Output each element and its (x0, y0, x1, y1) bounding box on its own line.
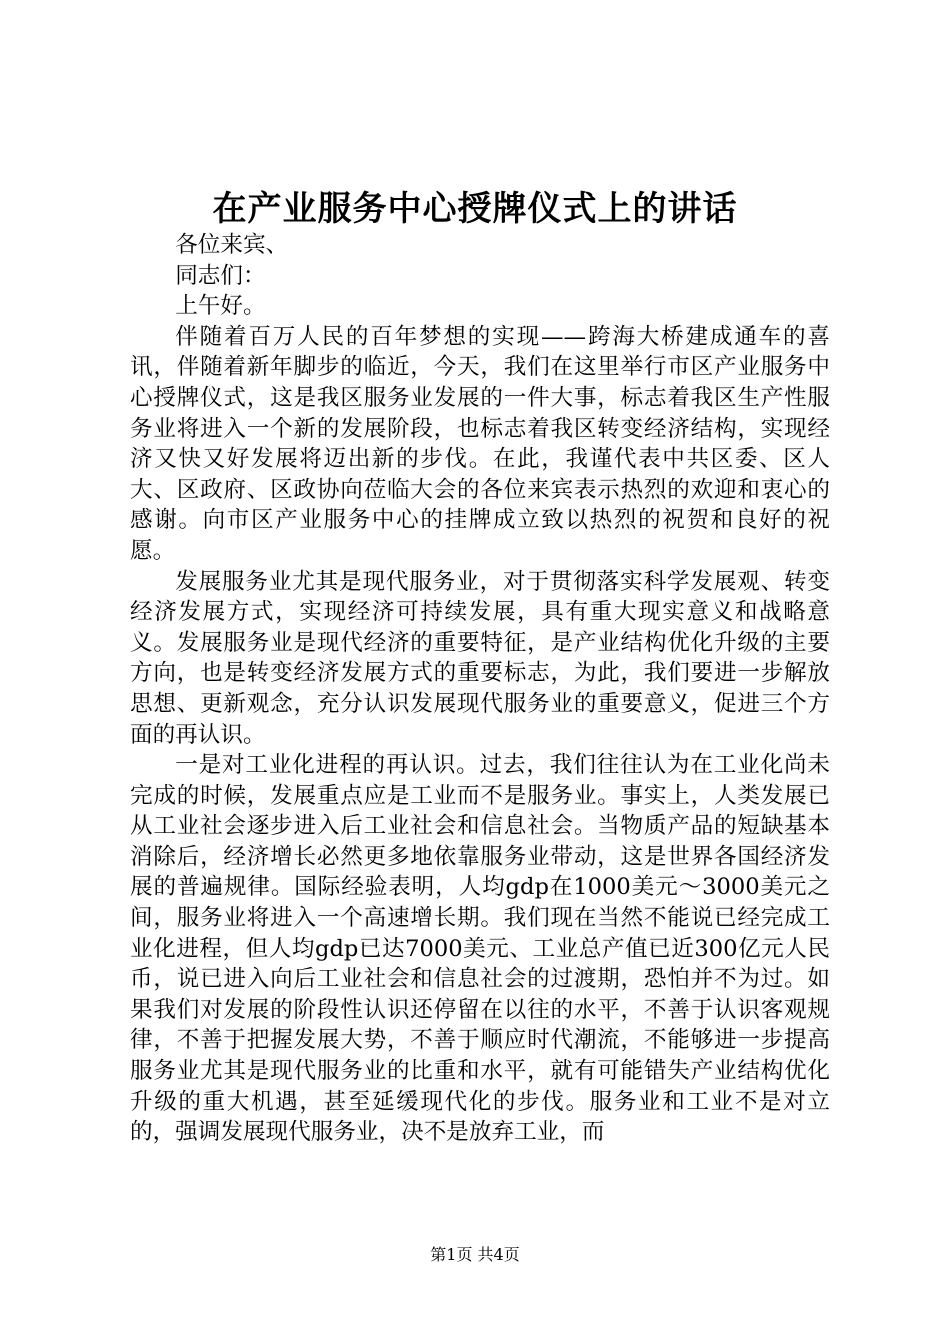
greeting: 上午好。 (175, 293, 266, 320)
document-body (130, 230, 830, 1148)
page-footer: 第1页 共4页 (430, 1245, 520, 1264)
salutation-comrades: 同志们： (175, 262, 266, 289)
paragraph: 一是对工业化进程的再认识。过去，我们往往认为在工业化尚未完成的时候，发展重点应是工业而不是服务业。事实上，人类发展已从工业社会逐步进入后工业社会和信息社会。当物质产品的短缺基本消除后，经济增长必然更多地依靠服务业带动，这是世界各国经济发展的普遍规律。国际经验表明，人均gdp在1000美元～3000美元之间，服务业将进入一个高速增长期。我们现在当然不能说已经完成工业化进程，但人均gdp已达7000美元、工业总产值已近300亿元人民币，说已进入向后工业社会和信息社会的过渡期，恐怕并不为过。如果我们对发展的阶段性认识还停留在以往的水平，不善于认识客观规律，不善于把握发展大势，不善于顺应时代潮流，不能够进一步提高服务业尤其是现代服务业的比重和水平，就有可能错失产业结构优化升级的重大机遇，甚至延缓现代化的步伐。服务业和工业不是对立的，强调发展现代服务业，决不是放弃工业，而 (130, 752, 830, 1146)
salutation-guests: 各位来宾、 (175, 232, 289, 258)
document-title: 在产业服务中心授牌仪式上的讲话 (212, 189, 738, 229)
paragraph: 发展服务业尤其是现代服务业，对于贯彻落实科学发展观、转变经济发展方式，实现经济可持续发展，具有重大现实意义和战略意义。发展服务业是现代经济的重要特征，是产业结构优化升级的主要方向，也是转变经济发展方式的重要标志，为此，我们要进一步解放思想、更新观念，充分认识发展现代服务业的重要意义，促进三个方面的再认识。 (130, 568, 830, 748)
paragraph: 伴随着百万人民的百年梦想的实现——跨海大桥建成通车的喜讯，伴随着新年脚步的临近，今天，我们在这里举行市区产业服务中心授牌仪式，这是我区服务业发展的一件大事，标志着我区生产性服务业将进入一个新的发展阶段，也标志着我区转变经济结构，实现经济又快又好发展将迈出新的步伐。在此，我谨代表中共区委、区人大、区政府、区政协向莅临大会的各位来宾表示热烈的欢迎和衷心的感谢。向市区产业服务中心的挂牌成立致以热烈的祝贺和良好的祝愿。 (130, 323, 830, 564)
